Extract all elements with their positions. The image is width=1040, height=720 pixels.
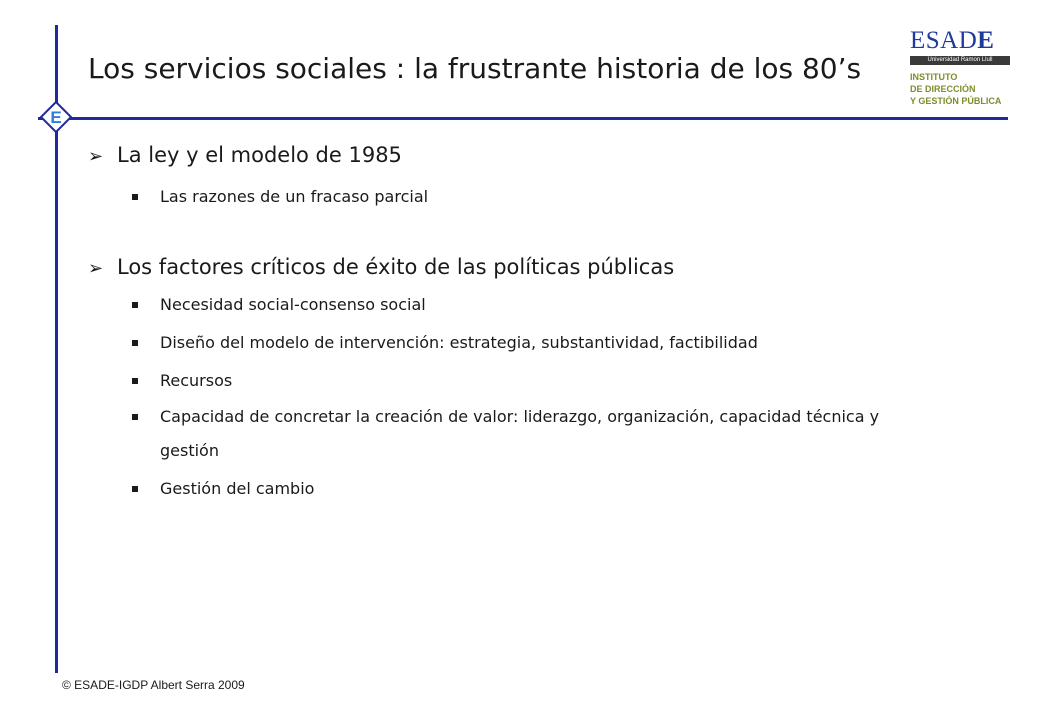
horizontal-rule (38, 117, 1008, 120)
arrow-bullet-icon: ➢ (88, 258, 104, 279)
list-item: Las razones de un fracaso parcial (132, 180, 940, 214)
section-heading: ➢ Los factores críticos de éxito de las políticas públicas (88, 255, 675, 279)
logo-wordmark: ESADE (910, 27, 995, 54)
mark-letter: E (50, 108, 62, 127)
square-bullet-icon (132, 378, 138, 384)
list-item: Gestión del cambio (132, 472, 940, 506)
copyright-footer: © ESADE-IGDP Albert Serra 2009 (62, 678, 245, 692)
logo-institute-text: INSTITUTO DE DIRECCIÓN Y GESTIÓN PÚBLICA (910, 72, 1002, 106)
esade-diamond-mark (40, 101, 72, 133)
square-bullet-icon (132, 340, 138, 346)
list-item: Necesidad social-consenso social (132, 288, 940, 322)
list-item: Diseño del modelo de intervención: estrategia, substantividad, factibilidad (132, 326, 940, 360)
esade-igdp-logo (908, 27, 1012, 109)
list-item: Capacidad de concretar la creación de valor: liderazgo, organización, capacidad técnica y gestión (132, 400, 940, 468)
slide-title: Los servicios sociales : la frustrante historia de los 80’s (88, 52, 862, 85)
list-item: Recursos (132, 364, 940, 398)
section-heading: ➢ La ley y el modelo de 1985 (88, 143, 402, 167)
square-bullet-icon (132, 302, 138, 308)
square-bullet-icon (132, 194, 138, 200)
arrow-bullet-icon: ➢ (88, 146, 104, 167)
square-bullet-icon (132, 486, 138, 492)
logo-university-bar: Universidad Ramon Llull (910, 56, 1010, 65)
square-bullet-icon (132, 414, 138, 420)
